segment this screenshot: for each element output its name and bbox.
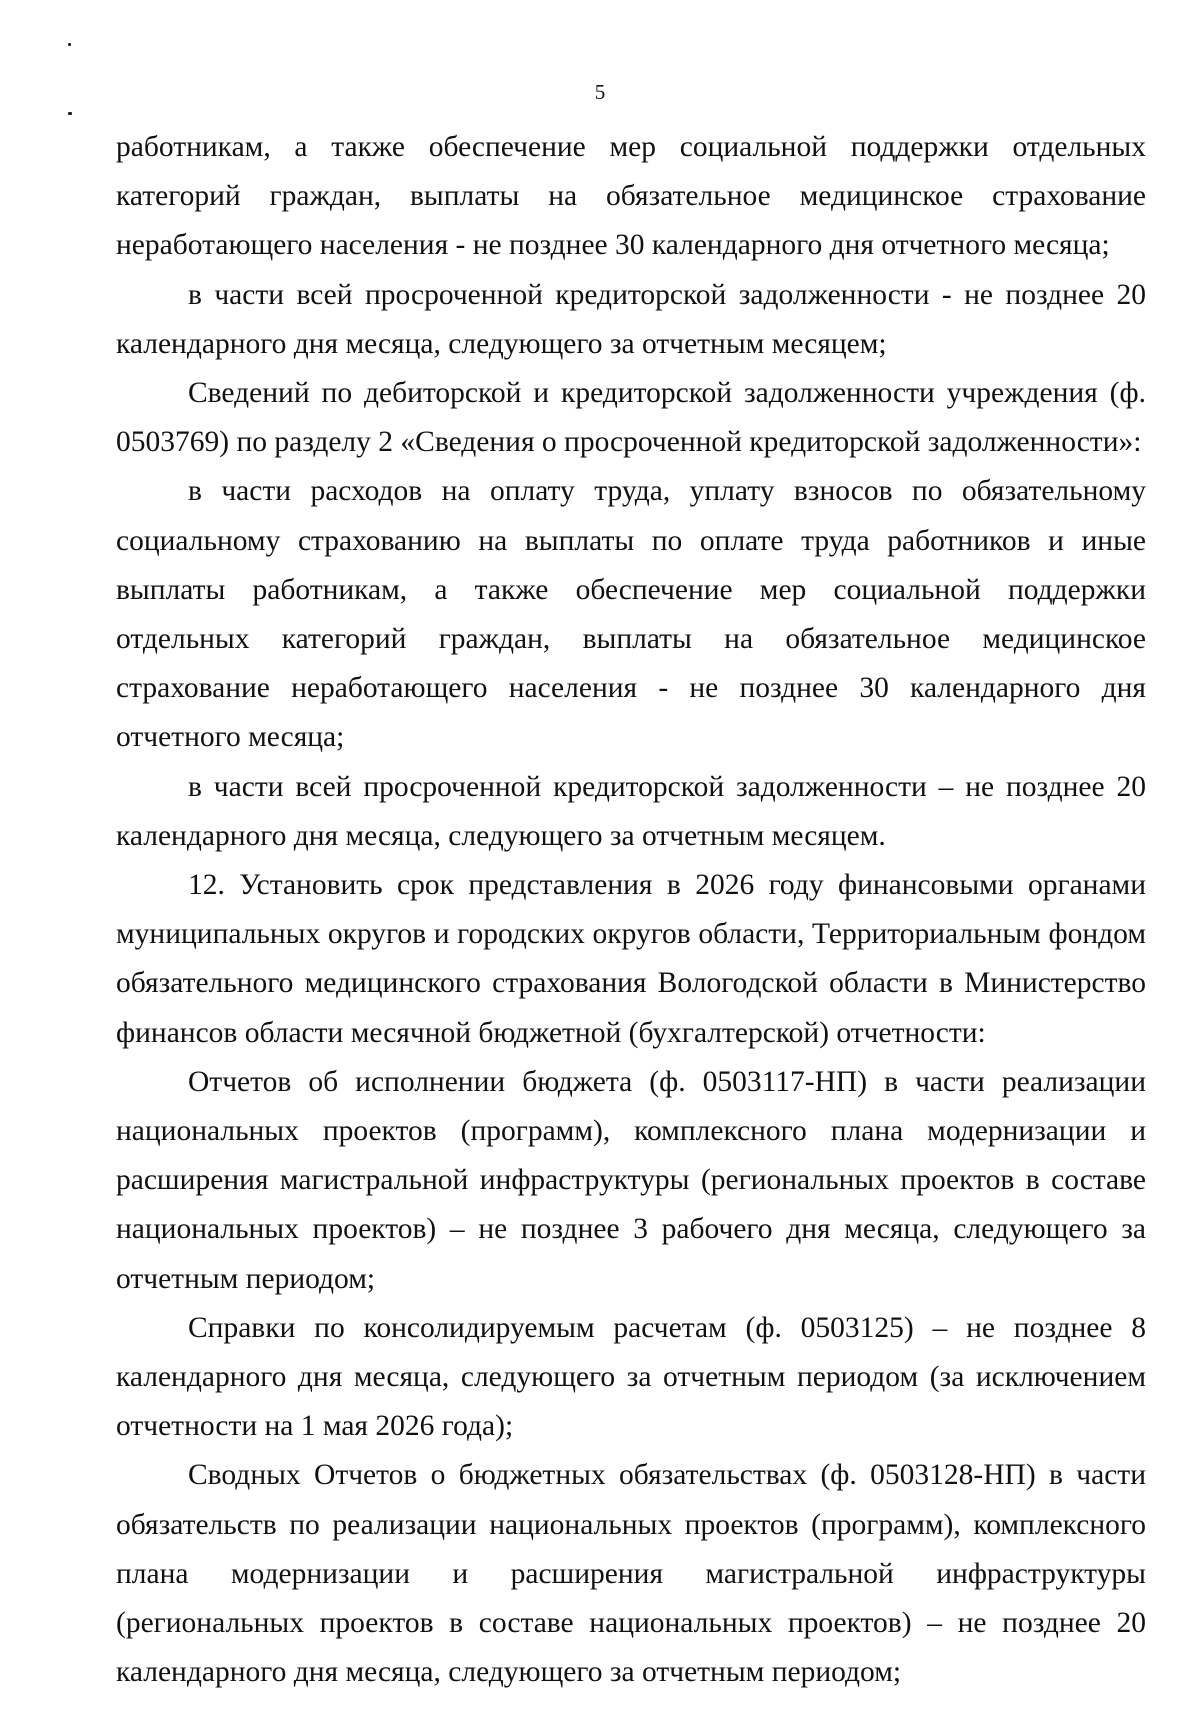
scan-artifact-dash: [68, 112, 72, 115]
paragraph: в части расходов на оплату труда, уплату взносов по обязательному социальному страхованию на выплаты по оплате труда работников и иные выплаты работникам, а также обеспечение мер социальной поддержки отдельных категорий граждан, выплаты на обязательное медицинское страхование неработающего населения - не позднее 30 календарного дня отчетного месяца;: [116, 475, 1146, 754]
paragraph: Отчетов об исполнении бюджета (ф. 0503117-НП) в части реализации национальных проектов (программ), комплексного плана модернизации и расширения магистральной инфраструктуры (региональных проектов в составе национальных проектов) – не позднее 3 рабочего дня месяца, следующего за отчетным периодом;: [116, 1065, 1146, 1295]
paragraph: Сводных Отчетов о бюджетных обязательствах (ф. 0503128-НП) в части обязательств по реализации национальных проектов (программ), комплексного плана модернизации и расширения магистральной инфраструктуры (региональных проектов в составе национальных проектов) – не позднее 20 календарного дня месяца, следующего за отчетным периодом;: [116, 1459, 1146, 1689]
paragraph: в части всей просроченной кредиторской задолженности - не позднее 20 календарного дня месяца, следующего за отчетным месяцем;: [116, 278, 1146, 360]
paragraph: Сведений по дебиторской и кредиторской задолженности учреждения (ф. 0503769) по разделу 2 «Сведения о просроченной кредиторской задолженности»:: [116, 377, 1146, 459]
paragraph-item-12: 12. Установить срок представления в 2026 году финансовыми органами муниципальных округов и городских округов области, Территориальным фондом обязательного медицинского страхования Вологодской области в Министерство финансов области месячной бюджетной (бухгалтерской) отчетности:: [116, 869, 1146, 1049]
scan-artifact-dot: [68, 43, 71, 46]
paragraph-continuation: работникам, а также обеспечение мер социальной поддержки отдельных категорий граждан, выплаты на обязательное медицинское страхование неработающего населения - не позднее 30 календарного дня отчетного месяца;: [116, 131, 1146, 262]
page-number: 5: [594, 80, 606, 104]
document-body: [116, 123, 1146, 1698]
paragraph: в части всей просроченной кредиторской задолженности – не позднее 20 календарного дня месяца, следующего за отчетным месяцем.: [116, 770, 1146, 852]
paragraph: Справки по консолидируемым расчетам (ф. 0503125) – не позднее 8 календарного дня месяца, следующего за отчетным периодом (за исключением отчетности на 1 мая 2026 года);: [116, 1311, 1146, 1443]
